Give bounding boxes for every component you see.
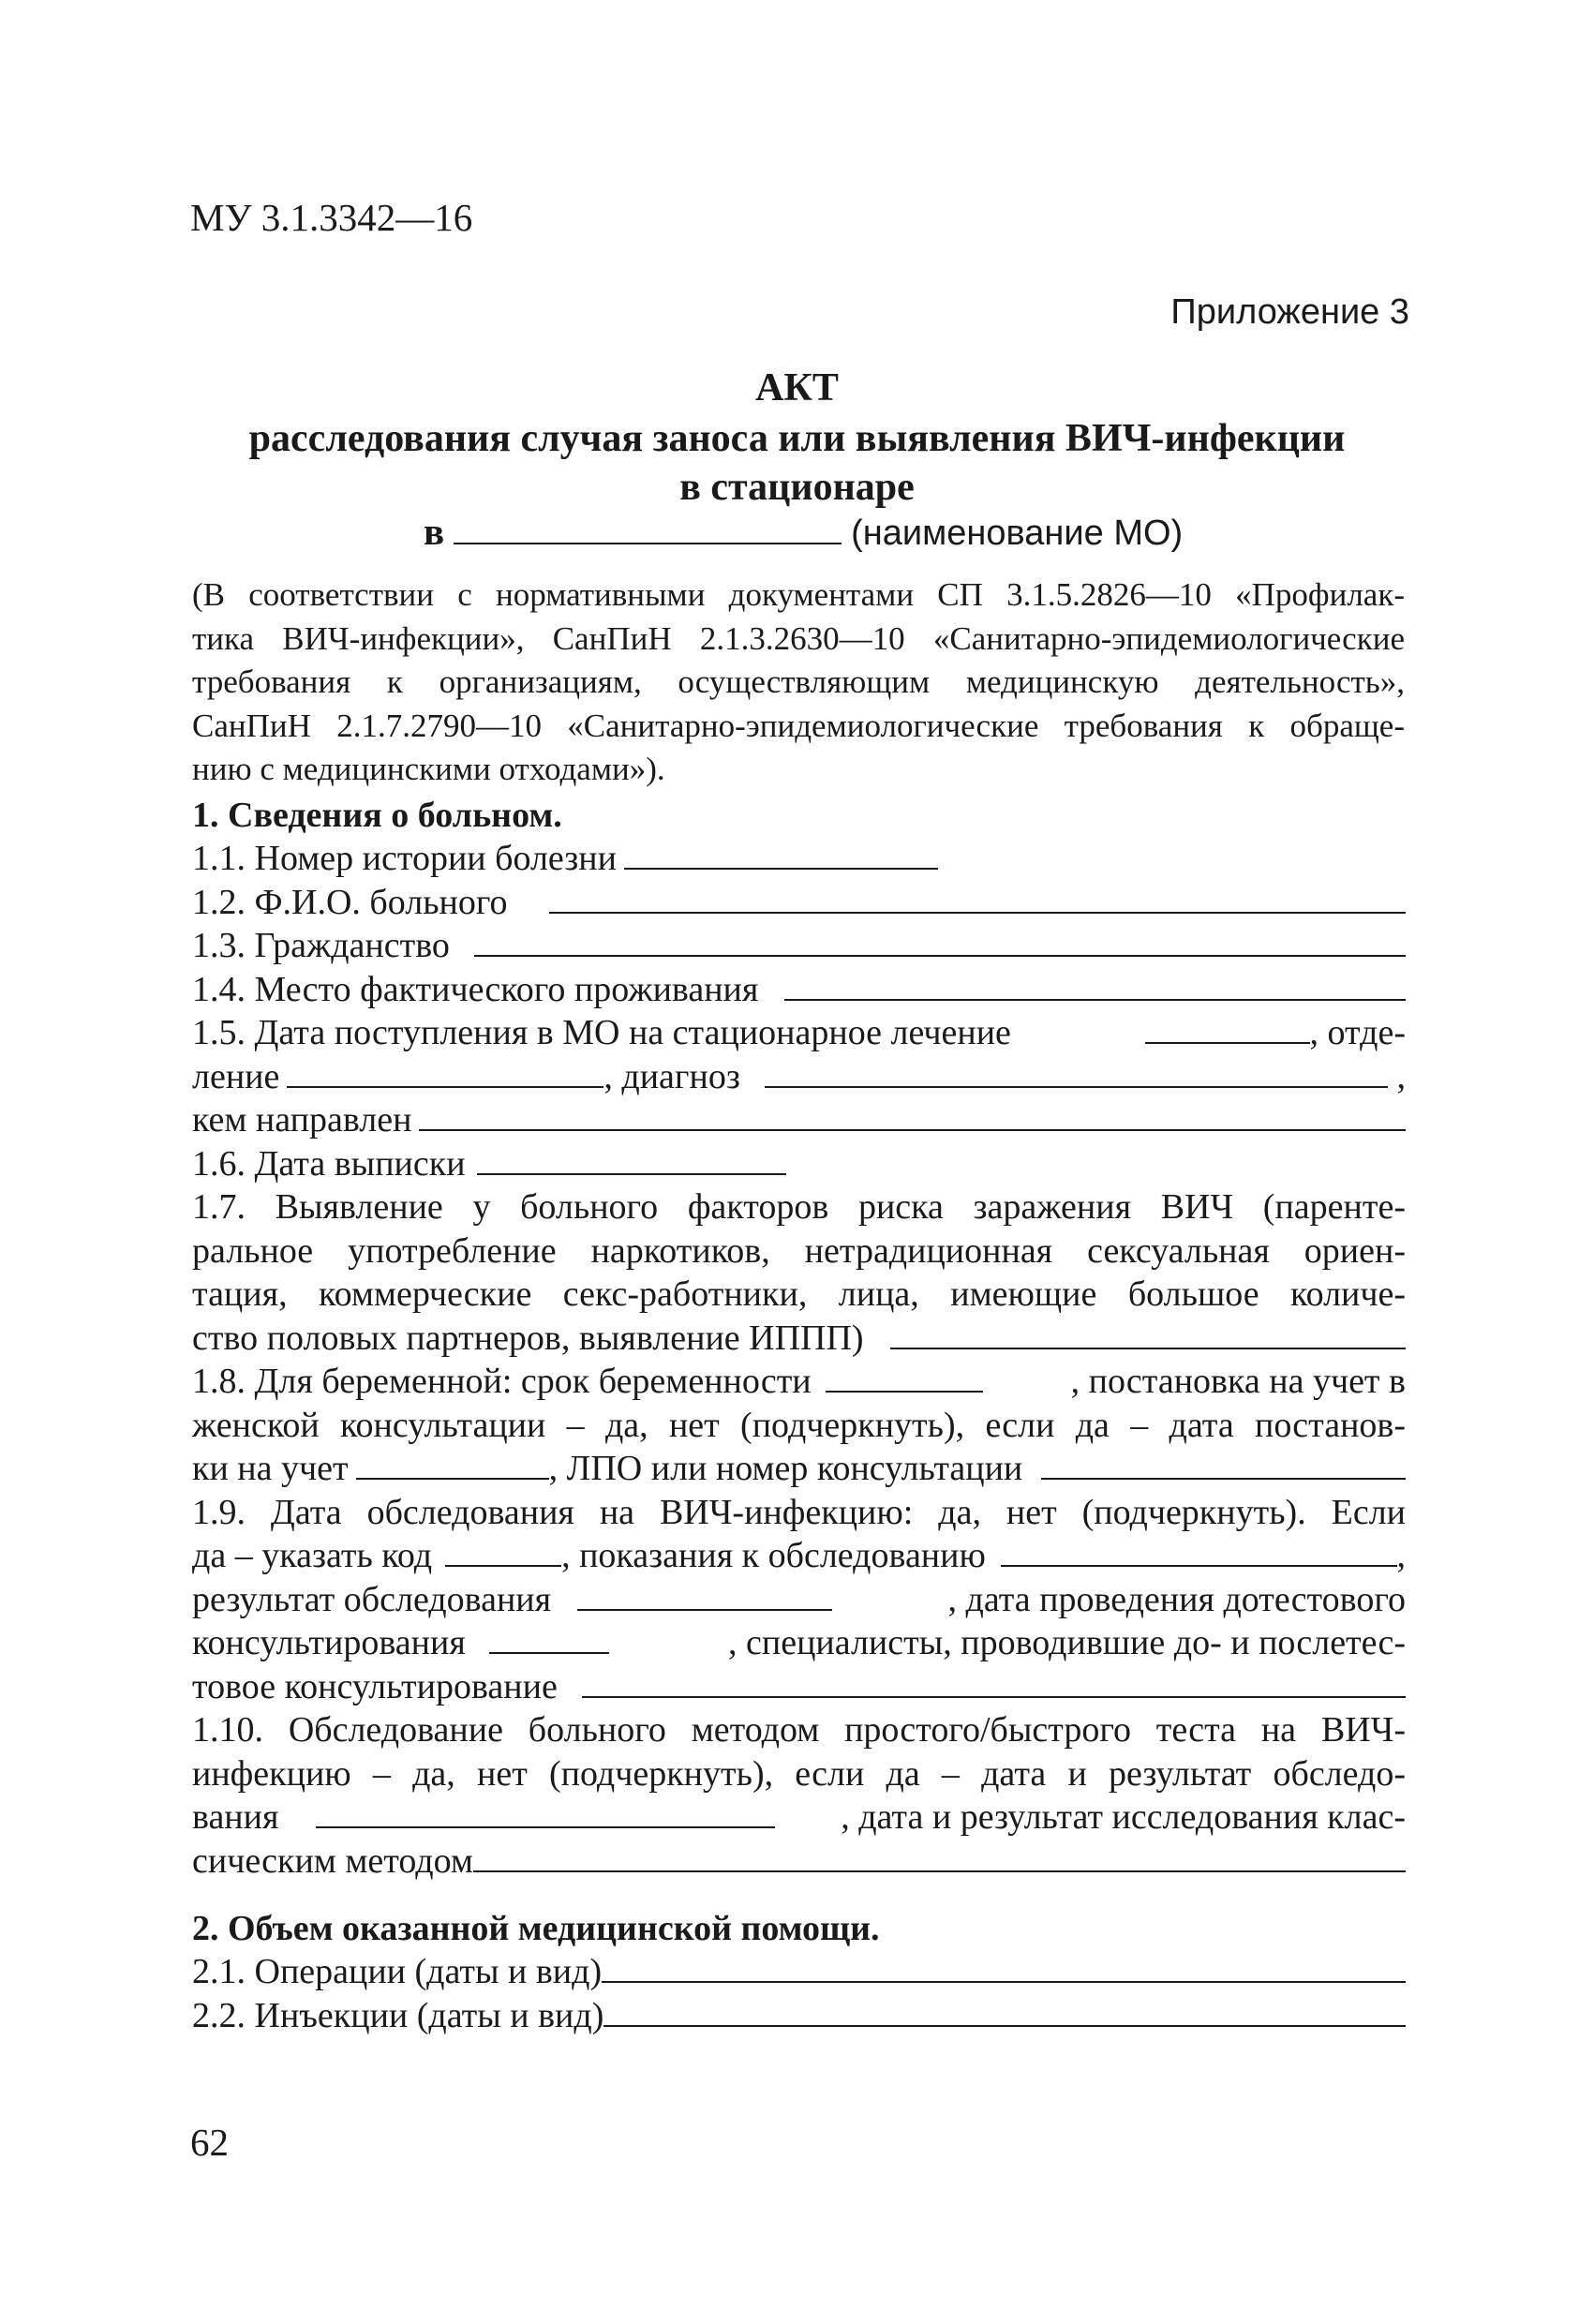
item-1-7-line: 1.7. Выявление у больного факторов риска заражения ВИЧ (паренте- — [192, 1187, 1406, 1227]
item-label: , постановка на учет в — [1070, 1362, 1406, 1401]
item-label: 1.5. Дата поступления в МО на стационарное лечение — [192, 1013, 1011, 1052]
specialists-field[interactable] — [582, 1668, 1406, 1698]
item-label: 1.6. Дата выписки — [192, 1143, 466, 1184]
page-number: 62 — [190, 2121, 229, 2164]
item-1-7-line: тация, коммерческие секс-работники, лица, имеющие большое количе- — [192, 1274, 1406, 1314]
item-label: , дата проведения дотестового — [947, 1579, 1406, 1619]
item-2-1 — [192, 1950, 1406, 1994]
admission-date-field[interactable] — [1145, 1014, 1310, 1044]
item-1-7-line: ральное употребление наркотиков, нетрадиционная сексуальная ориен- — [192, 1230, 1406, 1271]
department-field[interactable] — [287, 1058, 603, 1088]
diagnosis-field[interactable] — [765, 1058, 1388, 1088]
item-1-1 — [192, 837, 1406, 881]
item-1-9-code — [192, 1534, 1406, 1578]
appendix-label: Приложение 3 — [1170, 292, 1409, 332]
item-label: 1.2. Ф.И.О. больного — [192, 882, 508, 922]
item-1-8-cont — [192, 1447, 1406, 1491]
item-1-8-line: женской консультации – да, нет (подчеркнуть), если да – дата постанов- — [192, 1405, 1406, 1445]
mo-prefix: в — [424, 510, 445, 553]
counseling-date-field[interactable] — [489, 1624, 609, 1654]
section-1-form — [192, 837, 1406, 1883]
indications-field[interactable] — [1001, 1537, 1397, 1567]
injections-field[interactable] — [603, 1997, 1406, 2027]
classic-method-field[interactable] — [473, 1842, 1406, 1872]
item-1-7-end — [192, 1317, 1406, 1361]
regulatory-note — [192, 574, 1405, 792]
clinic-number-field[interactable] — [1041, 1450, 1406, 1480]
item-1-9-result — [192, 1578, 1406, 1622]
item-label: , — [1396, 1056, 1406, 1096]
operations-field[interactable] — [602, 1953, 1406, 1983]
pregnancy-term-field[interactable] — [826, 1363, 983, 1393]
item-label: кем направлен — [192, 1100, 412, 1140]
item-1-10-classic — [192, 1840, 1406, 1884]
item-label: результат обследования — [192, 1579, 552, 1619]
item-label: 1.1. Номер истории болезни — [192, 839, 617, 878]
history-number-field[interactable] — [624, 840, 938, 870]
note-line: тика ВИЧ-инфекции», СанПиН 2.1.3.2630—10 «Санитарно-эпидемиологические — [192, 619, 1405, 657]
item-1-6 — [192, 1142, 1406, 1186]
item-label: , отде- — [1309, 1013, 1406, 1052]
item-label: ство половых партнеров, выявление ИППП) — [192, 1318, 864, 1358]
item-1-9-specialists — [192, 1665, 1406, 1709]
item-1-5 — [192, 1011, 1406, 1055]
item-label: да – указать код — [192, 1536, 433, 1575]
item-1-9-counsel — [192, 1621, 1406, 1665]
item-label: 1.8. Для беременной: срок беременности — [192, 1362, 812, 1401]
note-line: требования к организациям, осуществляющим медицинскую деятельность», — [192, 663, 1405, 700]
code-field[interactable] — [445, 1537, 561, 1567]
item-1-4 — [192, 968, 1406, 1012]
item-1-3 — [192, 924, 1406, 968]
section-2-form — [192, 1950, 1406, 2037]
mo-name-line — [424, 509, 1183, 554]
item-1-9-line: 1.9. Дата обследования на ВИЧ-инфекцию: да, нет (подчеркнуть). Если — [192, 1492, 1406, 1532]
item-label: , диагноз — [603, 1056, 740, 1096]
rapid-test-field[interactable] — [316, 1798, 775, 1828]
item-label: сическим методом — [192, 1840, 473, 1881]
referred-by-field[interactable] — [419, 1101, 1406, 1131]
risk-factors-field[interactable] — [890, 1319, 1406, 1349]
item-label: 2.2. Инъекции (даты и вид) — [192, 1995, 604, 2035]
act-subtitle: расследования случая заноса или выявления ВИЧ-инфекции — [248, 417, 1346, 460]
item-label: вания — [192, 1797, 279, 1837]
section-1-heading: 1. Сведения о больном. — [192, 796, 562, 835]
item-1-5-cont — [192, 1055, 1406, 1099]
note-line: нию с медицинскими отходами»). — [192, 751, 665, 787]
item-label: консультирования — [192, 1623, 466, 1662]
item-label: , показания к обследованию — [561, 1536, 986, 1575]
item-1-10-test — [192, 1795, 1406, 1840]
section-2-heading: 2. Объем оказанной медицинской помощи. — [192, 1909, 880, 1948]
item-1-8 — [192, 1360, 1406, 1404]
item-1-2 — [192, 881, 1406, 925]
document-code: МУ 3.1.3342—16 — [190, 196, 473, 239]
mo-name-field[interactable] — [454, 509, 842, 544]
act-subtitle-location: в стационаре — [679, 466, 915, 509]
item-label: 2.1. Операции (даты и вид) — [192, 1952, 603, 1991]
item-label: , — [1396, 1536, 1406, 1575]
note-line: (В соответствии с нормативными документами СП 3.1.5.2826—10 «Профилак- — [192, 576, 1405, 613]
registration-date-field[interactable] — [356, 1450, 549, 1480]
result-field[interactable] — [577, 1581, 832, 1611]
act-title: АКТ — [755, 366, 839, 410]
item-label: 1.3. Гражданство — [192, 926, 450, 965]
item-1-10-line: 1.10. Обследование больного методом простого/быстрого теста на ВИЧ- — [192, 1710, 1406, 1750]
item-2-2 — [192, 1994, 1406, 2038]
mo-name-label: (наименование МО) — [851, 514, 1184, 553]
patient-name-field[interactable] — [549, 884, 1406, 914]
item-label: ление — [192, 1056, 280, 1096]
residence-field[interactable] — [784, 971, 1406, 1001]
discharge-date-field[interactable] — [477, 1145, 786, 1175]
item-label: , дата и результат исследования клас- — [841, 1797, 1406, 1837]
item-label: , специалисты, проводившие до- и послетес- — [728, 1623, 1406, 1662]
item-label: , ЛПО или номер консультации — [548, 1449, 1023, 1488]
item-1-5-referred — [192, 1098, 1406, 1142]
item-1-10-line: инфекцию – да, нет (подчеркнуть), если да – дата и результат обследо- — [192, 1753, 1406, 1794]
item-label: товое консультирование — [192, 1666, 558, 1706]
item-label: 1.4. Место фактического проживания — [192, 969, 759, 1009]
citizenship-field[interactable] — [474, 927, 1406, 957]
note-line: СанПиН 2.1.7.2790—10 «Санитарно-эпидемиологические требования к обраще- — [192, 707, 1405, 744]
item-label: ки на учет — [192, 1449, 349, 1488]
